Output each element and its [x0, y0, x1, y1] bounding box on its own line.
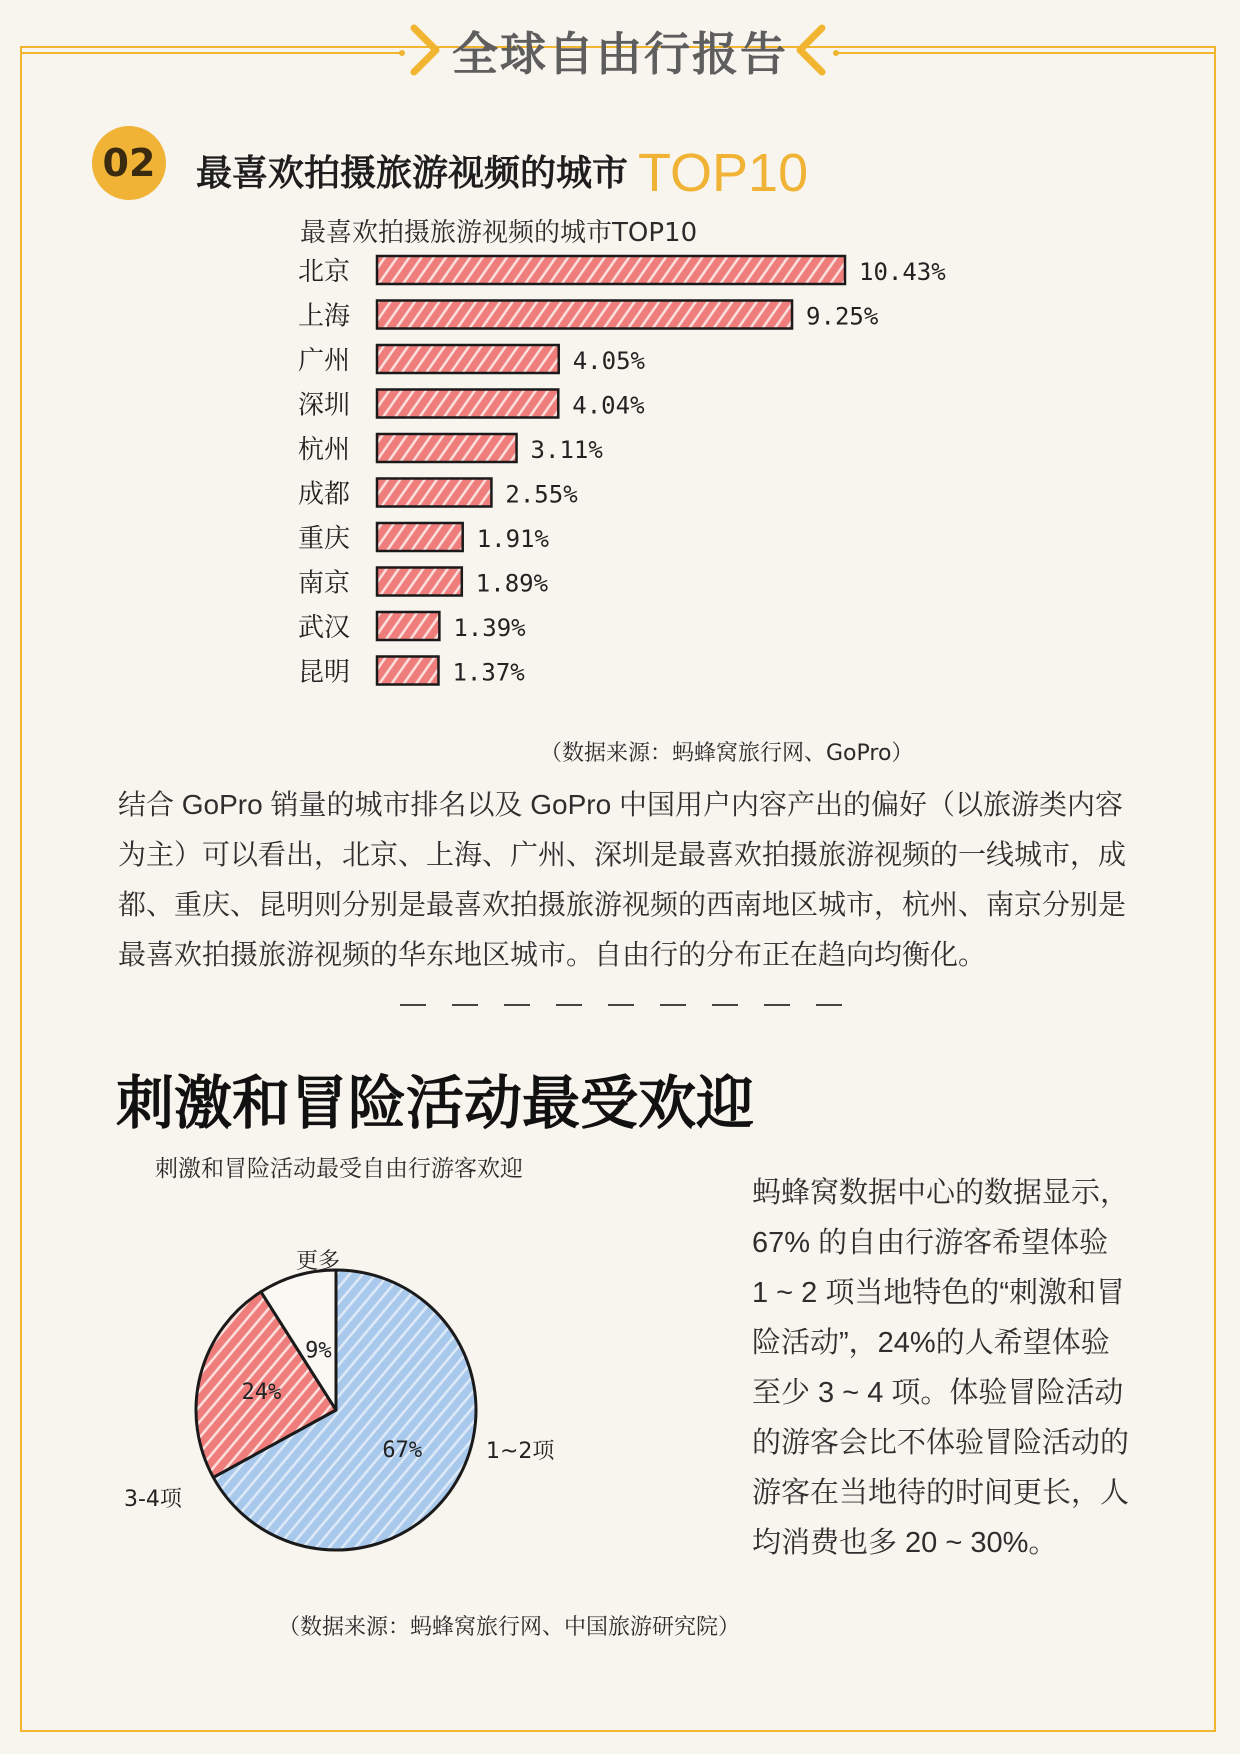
bar-value-label: 1.89%: [475, 569, 549, 598]
bar-value-label: 4.05%: [572, 347, 645, 375]
divider-dash: [608, 1004, 634, 1006]
bar: [377, 434, 517, 462]
bar-value-label: 1.91%: [476, 525, 549, 553]
bar-value-label: 9.25%: [806, 302, 879, 331]
pie-chart-title: 刺激和冒险活动最受自由行游客欢迎: [155, 1156, 523, 1182]
bar-category-label: 广州: [298, 346, 351, 376]
bar: [377, 479, 491, 507]
adventure-pie-chart: [110, 1230, 550, 1590]
divider-dash: [400, 1004, 426, 1006]
divider-dash: [816, 1004, 842, 1006]
section-title: [196, 136, 809, 203]
pie-slice-label-1-2: 1~2项: [486, 1439, 555, 1464]
divider-dash: [504, 1004, 530, 1006]
bar-value-label: 4.04%: [572, 391, 645, 420]
bar: [377, 390, 558, 418]
bar-category-label: 杭州: [298, 435, 351, 465]
report-header: [0, 6, 1240, 86]
divider-dash: [764, 1004, 790, 1006]
bar-category-label: 南京: [298, 568, 351, 599]
divider-dash: [712, 1004, 738, 1006]
bar-category-label: 深圳: [298, 390, 351, 421]
bar-category-label: 武汉: [298, 613, 351, 643]
section-title-text: 最喜欢拍摄旅游视频的城市: [196, 153, 629, 194]
pie-value-label: 67%: [382, 1438, 423, 1464]
bar-value-label: 1.37%: [452, 658, 525, 687]
bar: [377, 301, 792, 329]
pie-slice-label-more: 更多: [296, 1249, 341, 1274]
bar-value-label: 3.11%: [530, 436, 603, 464]
divider-dash: [452, 1004, 478, 1006]
bar-chart-source: （数据来源：蚂蜂窝旅行网、GoPro）: [540, 741, 914, 766]
analysis-paragraph: 结合 GoPro 销量的城市排名以及 GoPro 中国用户内容产出的偏好（以旅游类内容为主）可以看出，北京、上海、广州、深圳是最喜欢拍摄旅游视频的一线城市，成都、重庆、昆明则分别是最喜欢拍摄旅游视频的西南地区城市，杭州、南京分别是最喜欢拍摄旅游视频的华东地区城市。自由行的分布正在趋向均衡化。: [118, 789, 1127, 970]
city-bar-chart: [290, 250, 1010, 700]
bar-category-label: 北京: [298, 257, 351, 287]
bar-value-label: 1.39%: [453, 614, 526, 642]
pie-slice-label-3-4: 3-4项: [124, 1487, 182, 1512]
bar-category-label: 昆明: [298, 657, 351, 688]
pie-chart-source: （数据来源：蚂蜂窝旅行网、中国旅游研究院）: [278, 1615, 741, 1640]
section-title-suffix: TOP10: [638, 143, 809, 203]
divider-dash: [556, 1004, 582, 1006]
section-number-badge: 02: [92, 126, 166, 200]
pie-value-label: 24%: [241, 1379, 282, 1405]
bar: [377, 612, 439, 640]
bar-category-label: 上海: [298, 301, 351, 332]
report-title: 全球自由行报告: [452, 27, 788, 81]
bar: [377, 345, 559, 373]
bar-category-label: 成都: [298, 479, 351, 510]
divider-dash: [660, 1004, 686, 1006]
bar: [377, 657, 438, 685]
bar-category-label: 重庆: [298, 524, 351, 554]
bar-chart-title: 最喜欢拍摄旅游视频的城市TOP10: [300, 218, 698, 248]
adventure-paragraph: 蚂蜂窝数据中心的数据显示，67% 的自由行游客希望体验 1 ~ 2 项当地特色的“刺激和冒险活动”，24%的人希望体验至少 3 ~ 4 项。体验冒险活动的游客会比不体验冒险活动的游客在当地待的时间更长，人均消费也多 20 ~ 30%。: [752, 1177, 1130, 1559]
bar: [377, 523, 463, 551]
bar-value-label: 2.55%: [505, 480, 578, 509]
bar-value-label: 10.43%: [859, 258, 946, 286]
section2-title: 刺激和冒险活动最受欢迎: [116, 1069, 755, 1137]
pie-value-label: 9%: [305, 1338, 332, 1364]
bar: [377, 256, 845, 284]
bar: [377, 568, 462, 596]
